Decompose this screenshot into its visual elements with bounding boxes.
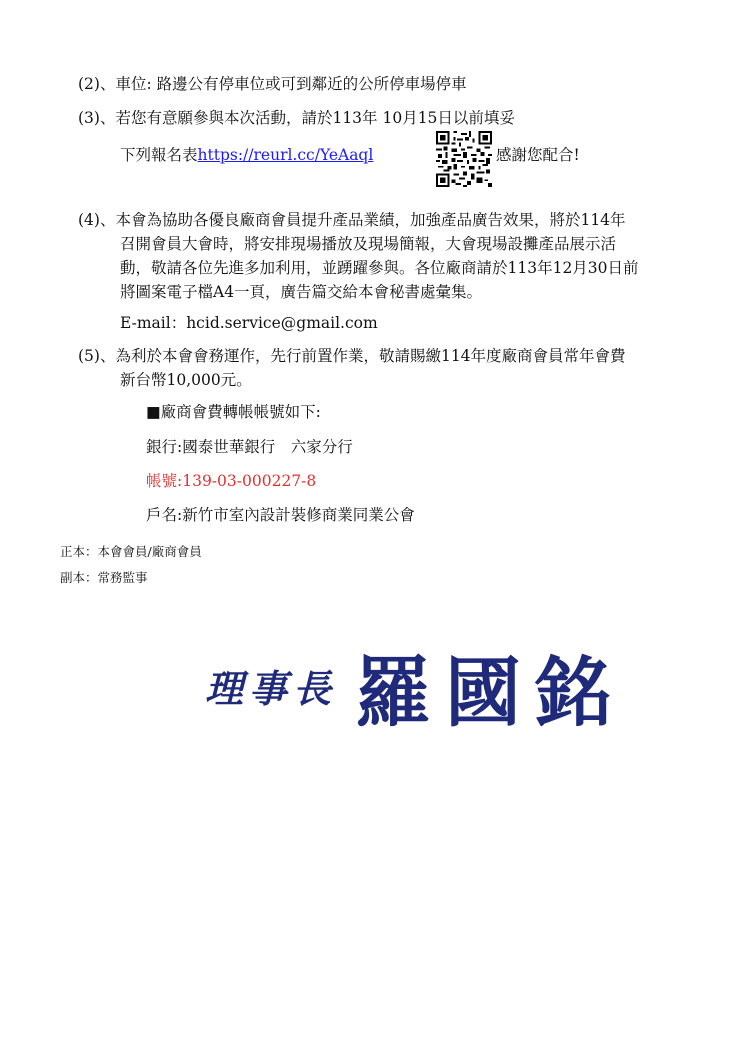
chairman-title: 理事長	[205, 666, 338, 711]
item-4-line-2: 召開會員大會時，將安排現場播放及現場簡報，大會現場設攤產品展示活	[120, 235, 617, 253]
bank-transfer-header: ■廠商會費轉帳帳號如下:	[146, 403, 321, 421]
contact-email: E-mail：hcid.service@gmail.com	[120, 314, 378, 332]
item-3-thanks: 感謝您配合!	[496, 146, 580, 164]
chairman-name: 羅國銘	[355, 648, 625, 737]
item-5-line-2: 新台幣10,000元。	[120, 371, 252, 389]
item-4-line-3: 動，敬請各位先進多加利用，並踴躍參與。各位廠商請於113年12月30日前	[120, 259, 639, 277]
item-4-line-4: 將圖案電子檔A4一頁，廣告篇交給本會秘書處彙集。	[120, 283, 483, 301]
chairman-signature-seal	[195, 630, 625, 737]
bank-name: 銀行:國泰世華銀行 六家分行	[146, 438, 353, 456]
item-3-prefix: 下列報名表	[120, 146, 198, 164]
item-2-parking: (2)、車位: 路邊公有停車位或可到鄰近的公所停車場停車	[78, 75, 467, 93]
distribution-main: 正本：本會會員/廠商會員	[60, 544, 202, 559]
item-3-line-1: (3)、若您有意願參與本次活動，請於113年 10月15日以前填妥	[78, 109, 515, 127]
qr-code-icon[interactable]	[436, 131, 492, 187]
item-3-line-2	[120, 145, 373, 165]
account-holder: 戶名:新竹市室內設計裝修商業同業公會	[146, 506, 415, 524]
distribution-copy: 副本：常務監事	[60, 570, 148, 585]
bank-account-number: 帳號:139-03-000227-8	[146, 472, 317, 490]
item-5-line-1: (5)、為利於本會會務運作，先行前置作業，敬請賜繳114年度廠商會員常年會費	[78, 347, 626, 365]
item-4-line-1: (4)、本會為協助各優良廠商會員提升產品業績，加強產品廣告效果，將於114年	[78, 211, 626, 229]
registration-link[interactable]: https://reurl.cc/YeAaql	[197, 146, 374, 164]
